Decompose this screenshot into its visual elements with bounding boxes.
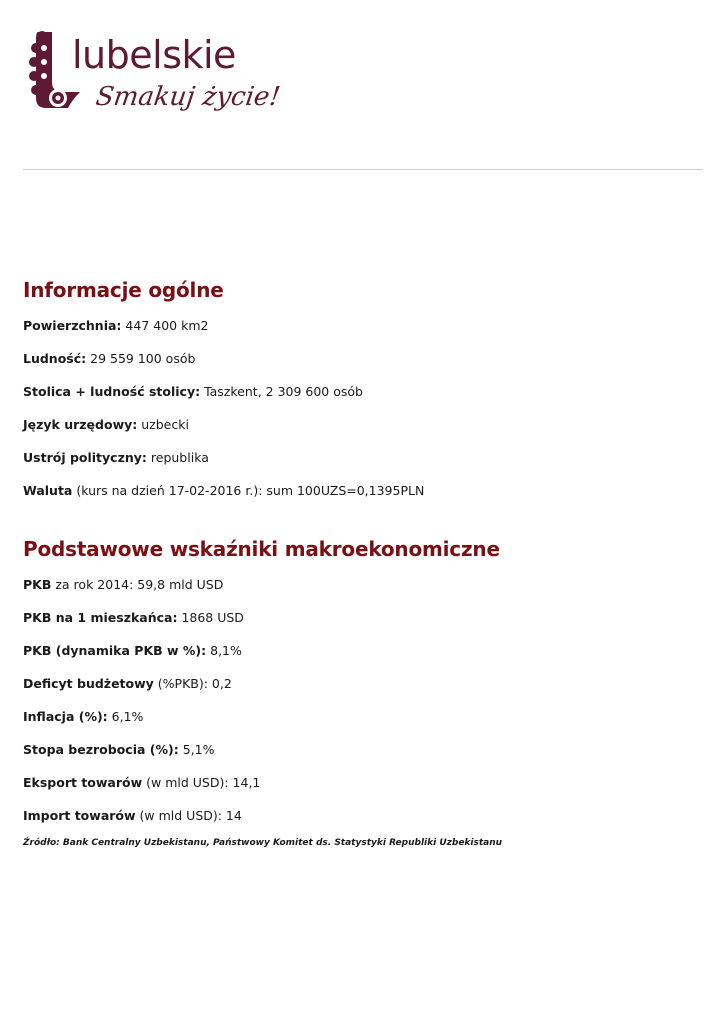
indicator-value: za rok 2014: 59,8 mld USD [51,577,224,592]
indicator-row-gdp-growth [23,643,703,659]
info-label: Ludność: [23,351,87,366]
indicator-label: PKB (dynamika PKB w %): [23,643,207,658]
indicator-row-gdp-per-capita [23,610,703,626]
indicator-row-unemployment [23,742,703,758]
section-general-info [23,276,703,499]
indicator-label: PKB [23,577,52,592]
header-divider [23,169,703,170]
indicator-row-imports [23,808,703,824]
indicator-row-exports [23,775,703,791]
indicator-label: Inflacja (%): [23,709,108,724]
source-note: Źródło: Bank Centralny Uzbekistanu, Państwowy Komitet ds. Statystyki Republiki Uzbekistanu [23,838,503,848]
info-row-language [23,417,703,433]
indicator-label: Eksport towarów [23,775,143,790]
indicator-row-budget-deficit [23,676,703,692]
indicator-value: 8,1% [206,643,242,658]
brand-logo [28,26,283,126]
info-row-area [23,318,703,334]
info-value: 447 400 km2 [121,318,209,333]
indicator-row-gdp [23,577,703,593]
indicator-label: Deficyt budżetowy [23,676,154,691]
info-value: (kurs na dzień 17-02-2016 r.): sum 100UZS=0,1395PLN [72,483,425,498]
indicator-row-inflation [23,709,703,725]
indicator-value: 1868 USD [177,610,244,625]
indicator-value: (%PKB): 0,2 [153,676,232,691]
section-title-general-info: Informacje ogólne [23,278,224,302]
indicator-label: Stopa bezrobocia (%): [23,742,179,757]
info-value: 29 559 100 osób [86,351,196,366]
indicator-label: PKB na 1 mieszkańca: [23,610,178,625]
indicator-value: 6,1% [107,709,144,724]
brand-name: lubelskie [72,33,236,77]
indicator-label: Import towarów [23,808,136,823]
section-title-macro-indicators: Podstawowe wskaźniki makroekonomiczne [23,537,500,561]
info-value: Taszkent, 2 309 600 osób [200,384,363,399]
document-content [23,276,703,849]
info-row-political-system [23,450,703,466]
section-macro-indicators [23,535,703,849]
info-value: republika [146,450,209,465]
brand-slogan: Smakuj życie! [93,82,283,112]
info-row-currency [23,483,703,499]
info-label: Język urzędowy: [23,417,138,432]
info-label: Powierzchnia: [23,318,122,333]
info-value: uzbecki [137,417,189,432]
info-row-capital [23,384,703,400]
indicator-value: (w mld USD): 14 [135,808,242,823]
indicator-value: 5,1% [178,742,215,757]
indicator-value: (w mld USD): 14,1 [142,775,261,790]
info-label: Stolica + ludność stolicy: [23,384,201,399]
info-label: Ustrój polityczny: [23,450,147,465]
info-label: Waluta [23,483,73,498]
info-row-population [23,351,703,367]
